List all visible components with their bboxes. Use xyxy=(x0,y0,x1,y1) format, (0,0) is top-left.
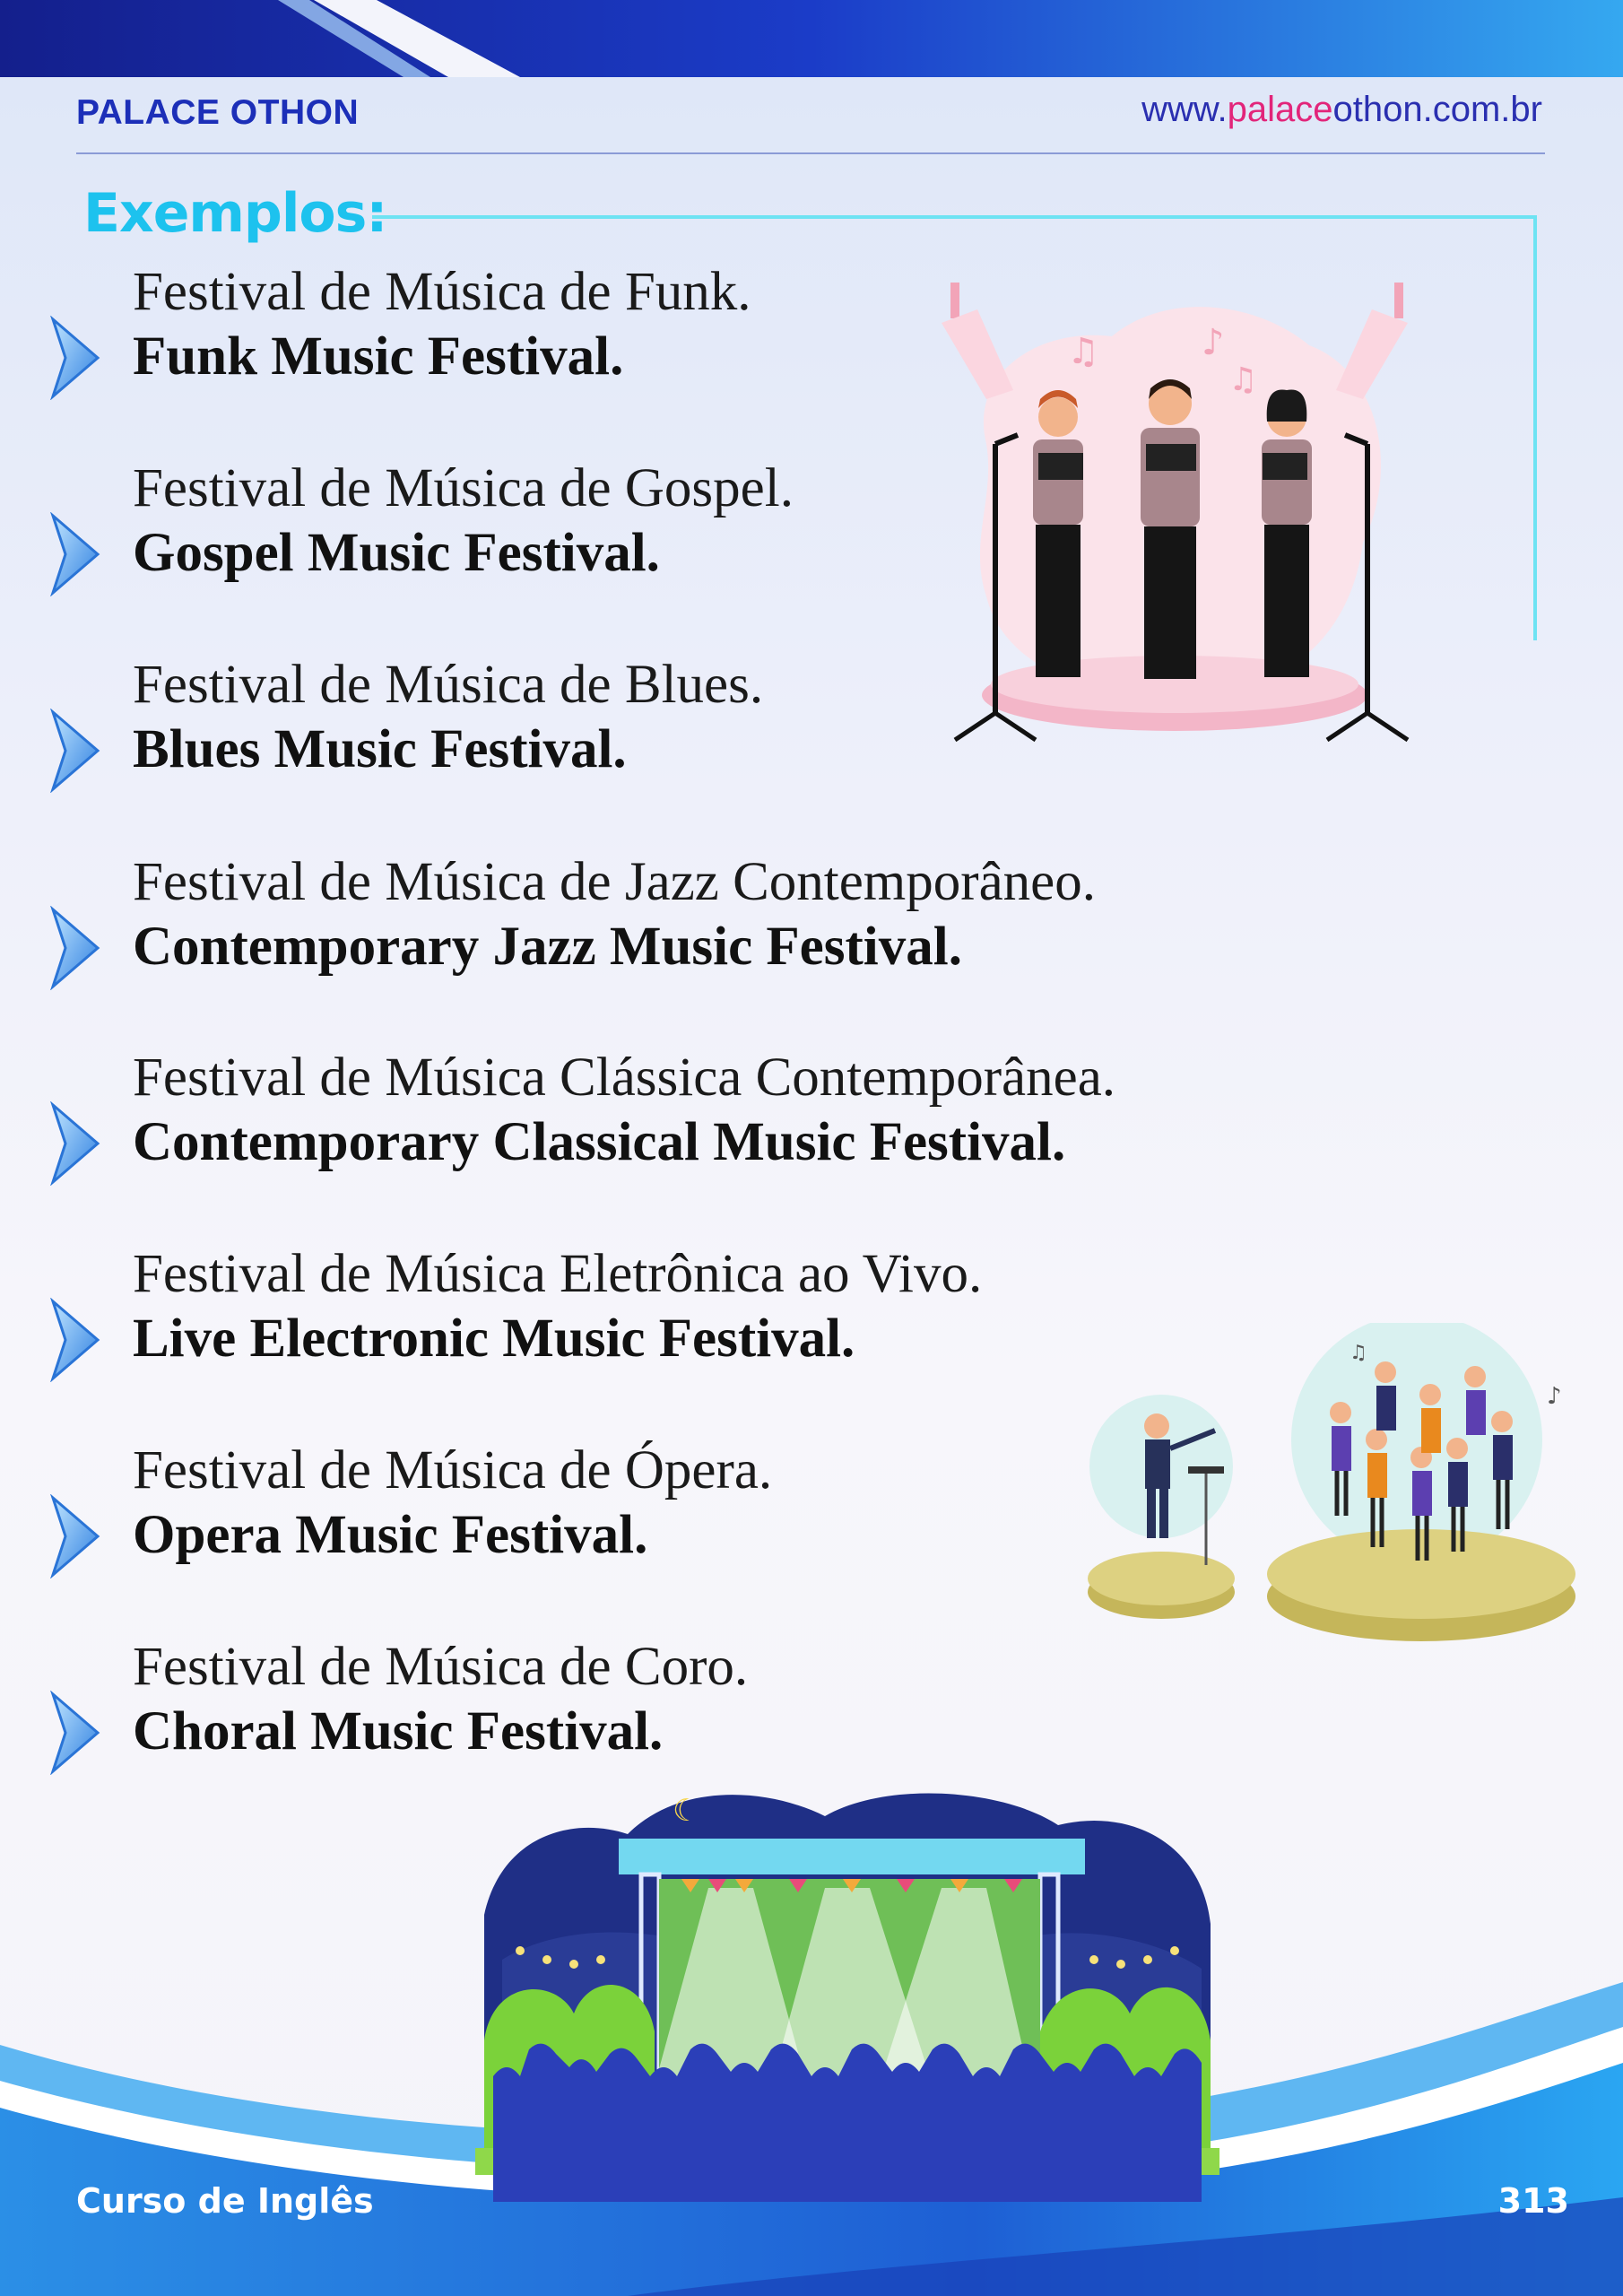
item-portuguese: Festival de Música de Gospel. xyxy=(133,458,794,518)
list-item xyxy=(0,1242,1255,1377)
item-english: Contemporary Jazz Music Festival. xyxy=(133,917,962,977)
website-url: www.palaceothon.com.br xyxy=(1141,90,1542,129)
page-number: 313 xyxy=(1497,2181,1569,2221)
bullet-arrow-icon xyxy=(49,316,101,400)
item-portuguese: Festival de Música de Funk. xyxy=(133,262,751,322)
top-banner xyxy=(0,0,1623,77)
choir-conductor-illustration xyxy=(1081,1323,1578,1646)
list-item xyxy=(0,1046,1255,1180)
svg-text:♪: ♪ xyxy=(1202,322,1225,363)
list-item xyxy=(0,850,1255,985)
item-english: Choral Music Festival. xyxy=(133,1701,664,1761)
item-english: Opera Music Festival. xyxy=(133,1505,648,1565)
brand-logo-text: PALACE OTHON xyxy=(76,93,360,132)
header-divider xyxy=(76,152,1545,154)
list-item xyxy=(0,1635,1255,1770)
item-english: Contemporary Classical Music Festival. xyxy=(133,1112,1066,1172)
item-english: Gospel Music Festival. xyxy=(133,523,660,583)
item-portuguese: Festival de Música Clássica Contemporânea. xyxy=(133,1048,1116,1108)
bullet-arrow-icon xyxy=(49,512,101,596)
svg-text:♫: ♫ xyxy=(1350,1342,1367,1364)
item-portuguese: Festival de Música de Coro. xyxy=(133,1637,749,1697)
bullet-arrow-icon xyxy=(49,906,101,990)
footer-course-title: Curso de Inglês xyxy=(76,2181,374,2221)
item-portuguese: Festival de Música de Ópera. xyxy=(133,1440,773,1500)
singers-trio-illustration xyxy=(933,274,1417,749)
section-heading: Exemplos: xyxy=(83,182,387,245)
svg-text:♪: ♪ xyxy=(1547,1383,1562,1410)
bullet-arrow-icon xyxy=(49,709,101,793)
item-english: Blues Music Festival. xyxy=(133,719,627,779)
item-portuguese: Festival de Música Eletrônica ao Vivo. xyxy=(133,1244,983,1304)
concert-stage-illustration xyxy=(466,1780,1228,2206)
bullet-arrow-icon xyxy=(49,1101,101,1186)
list-item xyxy=(0,1439,1255,1573)
bullet-arrow-icon xyxy=(49,1298,101,1382)
svg-text:♫: ♫ xyxy=(1067,331,1099,372)
item-portuguese: Festival de Música de Blues. xyxy=(133,655,764,715)
bullet-arrow-icon xyxy=(49,1691,101,1775)
item-portuguese: Festival de Música de Jazz Contemporâneo. xyxy=(133,852,1096,912)
svg-text:♫: ♫ xyxy=(1228,361,1258,398)
item-english: Live Electronic Music Festival. xyxy=(133,1309,855,1369)
svg-text:☾: ☾ xyxy=(673,1793,700,1829)
item-english: Funk Music Festival. xyxy=(133,326,624,387)
bullet-arrow-icon xyxy=(49,1494,101,1578)
